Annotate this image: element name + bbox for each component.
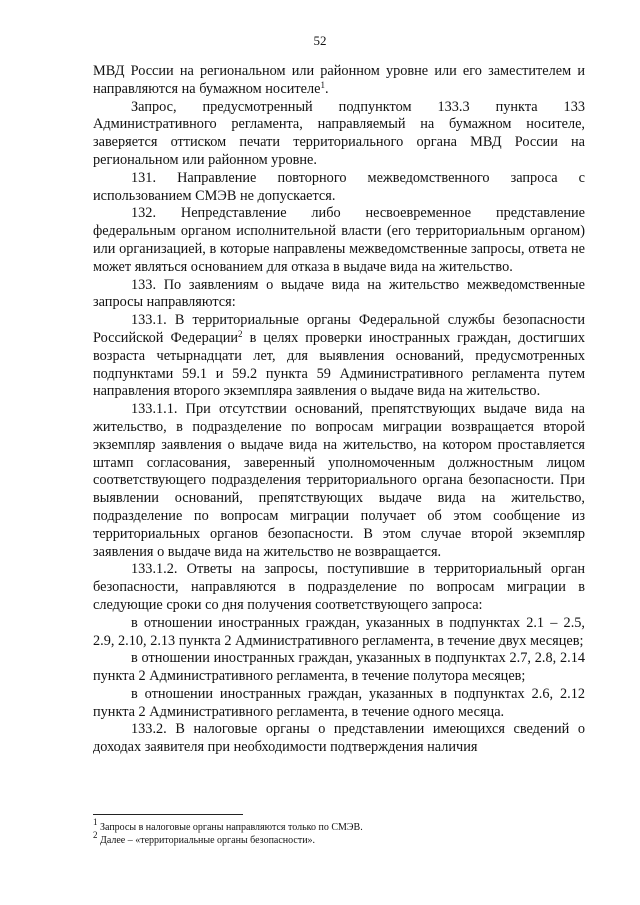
paragraph: 133. По заявлениям о выдаче вида на жительство межведомственные запросы направляются: — [93, 276, 585, 311]
paragraph: Запрос, предусмотренный подпунктом 133.3 пункта 133 Административного регламента, направляемый на бумажном носителе, заверяется оттиском печати территориального органа МВД России на региональном или районном уровне. — [93, 98, 585, 168]
paragraph: 133.2. В налоговые органы о представлении имеющихся сведений о доходах заявителя при необходимости подтверждения наличия — [93, 721, 585, 756]
footnote-ref: 2 — [238, 328, 243, 339]
paragraph: 132. Непредставление либо несвоевременное представление федеральным органом исполнительной власти (его территориальным органом) или организацией, в которые направлены межведомственные запросы, ответа не может являться основанием для отказа в выдаче вида на жительство. — [93, 205, 585, 275]
paragraph: 133.1.2. Ответы на запросы, поступившие в территориальный орган безопасности, направляются в подразделение по вопросам миграции в следующие сроки со дня получения соответствующего запроса: — [93, 561, 585, 613]
body-text — [93, 63, 585, 757]
paragraph: 131. Направление повторного межведомственного запроса с использованием СМЭВ не допускается. — [93, 169, 585, 204]
paragraph: в отношении иностранных граждан, указанных в подпунктах 2.1 – 2.5, 2.9, 2.10, 2.13 пункта 2 Административного регламента, в течение двух месяцев; — [93, 614, 585, 649]
paragraph: в отношении иностранных граждан, указанных в подпунктах 2.6, 2.12 пункта 2 Административного регламента, в течение одного месяца. — [93, 685, 585, 720]
footnote: $^1$ Запросы в налоговые органы направляются только по СМЭВ. — [93, 817, 363, 833]
footnote-divider — [93, 814, 243, 815]
footnotes — [93, 814, 585, 847]
page-number: 52 — [313, 33, 327, 48]
paragraph: 133.1. В территориальные органы Федеральной службы безопасности Российской Федерации$^2$ в целях проверки иностранных граждан, достигших возраста четырнадцати лет, для выявления оснований, предусмотренных подпунктами 59.1 и 59.2 пункта 59 Административного регламента путем направления второго экземпляра заявления о выдаче вида на жительство. — [93, 312, 585, 400]
paragraph: в отношении иностранных граждан, указанных в подпунктах 2.7, 2.8, 2.14 пункта 2 Административного регламента, в течение полутора месяцев; — [93, 650, 585, 685]
paragraph: МВД России на региональном или районном уровне или его заместителем и направляются на бумажном носителе$^1$. — [93, 63, 585, 97]
paragraph: 133.1.1. При отсутствии оснований, препятствующих выдаче вида на жительство, в подразделение по вопросам миграции возвращается второй экземпляр заявления о выдаче вида на жительство, на котором проставляется штамп согласования, заверенный уполномоченным должностным лицом соответствующего подразделения территориального органа безопасности. При выявлении оснований, препятствующих выдаче вида на жительство, подразделение по вопросам миграции получает об этом сообщение из территориальных органов безопасности. В этом случае второй экземпляр заявления о выдаче вида на жительство не возвращается. — [93, 401, 585, 560]
footnote: $^2$ Далее – «территориальные органы безопасности». — [93, 830, 316, 846]
footnote-ref: 1 — [320, 79, 325, 90]
